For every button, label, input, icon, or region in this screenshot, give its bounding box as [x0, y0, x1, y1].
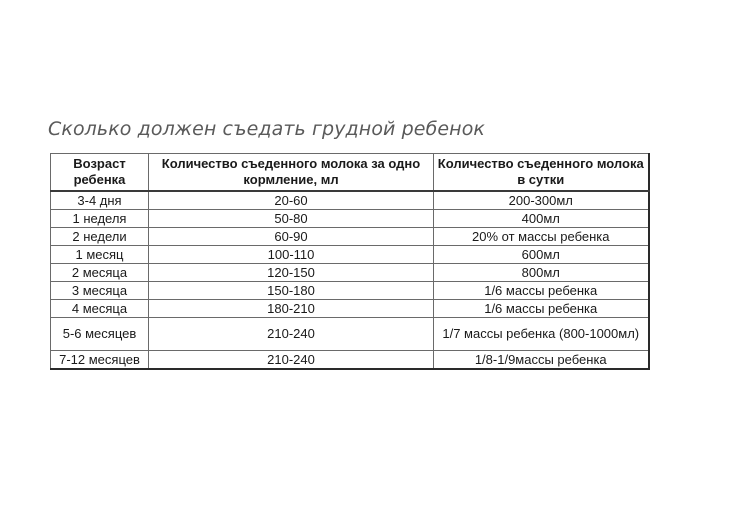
cell-per-feeding: 50-80 — [149, 210, 434, 228]
header-age: Возраст ребенка — [51, 154, 149, 192]
cell-per-day: 400мл — [434, 210, 649, 228]
table-row — [51, 191, 649, 210]
cell-age: 7-12 месяцев — [51, 351, 149, 370]
cell-age: 3 месяца — [51, 282, 149, 300]
table-row — [51, 210, 649, 228]
table-row — [51, 264, 649, 282]
cell-age: 5-6 месяцев — [51, 318, 149, 351]
table-header-row — [51, 154, 649, 192]
cell-age: 1 месяц — [51, 246, 149, 264]
cell-per-feeding: 60-90 — [149, 228, 434, 246]
cell-per-day: 600мл — [434, 246, 649, 264]
cell-per-day: 20% от массы ребенка — [434, 228, 649, 246]
header-per-day: Количество съеденного молока в сутки — [434, 154, 649, 192]
cell-age: 1 неделя — [51, 210, 149, 228]
document-title: Сколько должен съедать грудной ребенок — [48, 118, 486, 140]
table-row — [51, 246, 649, 264]
table-row — [51, 228, 649, 246]
table-row — [51, 300, 649, 318]
table-row — [51, 318, 649, 351]
cell-per-feeding: 210-240 — [149, 318, 434, 351]
cell-per-day: 200-300мл — [434, 191, 649, 210]
cell-per-feeding: 180-210 — [149, 300, 434, 318]
cell-per-day: 1/7 массы ребенка (800-1000мл) — [434, 318, 649, 351]
cell-per-day: 800мл — [434, 264, 649, 282]
cell-age: 2 недели — [51, 228, 149, 246]
cell-per-feeding: 20-60 — [149, 191, 434, 210]
cell-age: 2 месяца — [51, 264, 149, 282]
cell-per-day: 1/6 массы ребенка — [434, 282, 649, 300]
header-per-feeding: Количество съеденного молока за одно кормление, мл — [149, 154, 434, 192]
cell-per-feeding: 100-110 — [149, 246, 434, 264]
cell-per-day: 1/8-1/9массы ребенка — [434, 351, 649, 370]
cell-age: 4 месяца — [51, 300, 149, 318]
cell-age: 3-4 дня — [51, 191, 149, 210]
table-row — [51, 282, 649, 300]
feeding-table — [50, 153, 650, 370]
cell-per-feeding: 210-240 — [149, 351, 434, 370]
cell-per-feeding: 120-150 — [149, 264, 434, 282]
table-row — [51, 351, 649, 370]
cell-per-day: 1/6 массы ребенка — [434, 300, 649, 318]
cell-per-feeding: 150-180 — [149, 282, 434, 300]
